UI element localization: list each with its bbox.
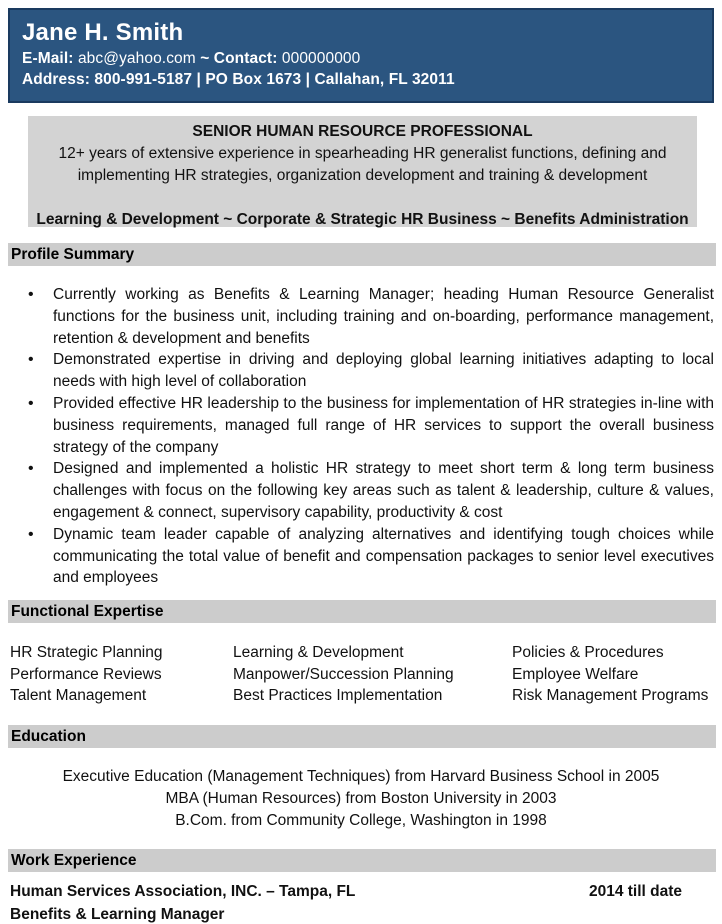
section-header-education: Education xyxy=(8,725,716,748)
bullet-item: • Demonstrated expertise in driving and deploying global learning initiatives adapting to local needs with high level of collaboration xyxy=(8,349,714,393)
bullet-item: • Designed and implemented a holistic HR strategy to meet short term & long term business challenges with focus on the following key areas such as talent & leadership, culture & values, engagement & connect, supervisory capability, productivity & cost xyxy=(8,458,714,523)
expertise-column-2 xyxy=(233,642,512,707)
education-item: MBA (Human Resources) from Boston University in 2003 xyxy=(165,790,557,807)
bullet-item: • Provided effective HR leadership to the business for implementation of HR strategies in-line with business requirements, managed full range of HR services to support the overall business strategy of the company xyxy=(8,393,714,458)
section-header-functional-expertise: Functional Expertise xyxy=(8,600,716,623)
expertise-item: Best Practices Implementation xyxy=(233,687,443,705)
job-title: Benefits & Learning Manager xyxy=(10,906,225,923)
expertise-item: Manpower/Succession Planning xyxy=(233,665,454,683)
candidate-name: Jane H. Smith xyxy=(22,19,184,46)
experience-summary: 12+ years of extensive experience in spearheading HR generalist functions, defining and implementing HR strategies, organization development and training & development xyxy=(58,145,667,184)
expertise-item: Risk Management Programs xyxy=(512,687,709,705)
expertise-column-3 xyxy=(512,642,714,707)
profile-summary-list xyxy=(8,284,714,589)
section-header-profile-summary: Profile Summary xyxy=(8,243,716,266)
bullet-item: • Currently working as Benefits & Learning Manager; heading Human Resource Generalist functions for the business unit, including training and on-boarding, performance management, retention & development and benefits xyxy=(8,284,714,349)
specialties-tagline: Learning & Development ~ Corporate & Strategic HR Business ~ Benefits Administration xyxy=(36,211,689,228)
education-list xyxy=(0,766,722,832)
intro-box xyxy=(28,116,697,227)
contact-value: 000000000 xyxy=(281,50,361,67)
contact-line xyxy=(22,48,700,69)
functional-expertise-grid xyxy=(10,642,714,707)
company-name: Human Services Association, INC. – Tampa, FL xyxy=(10,883,356,900)
separator-tilde: ~ xyxy=(200,50,210,67)
expertise-item: Employee Welfare xyxy=(512,665,639,683)
section-header-work-experience: Work Experience xyxy=(8,849,716,872)
education-item: Executive Education (Management Techniques) from Harvard Business School in 2005 xyxy=(62,768,660,785)
expertise-item: Performance Reviews xyxy=(10,665,162,683)
expertise-column-1 xyxy=(10,642,233,707)
email-value: abc@yahoo.com xyxy=(77,50,196,67)
education-item: B.Com. from Community College, Washington in 1998 xyxy=(175,812,547,829)
work-experience-entry xyxy=(10,881,714,903)
email-label: E-Mail: xyxy=(22,50,74,67)
address-line: Address: 800-991-5187 | PO Box 1673 | Callahan, FL 32011 xyxy=(22,71,455,88)
employment-dates: 2014 till date xyxy=(588,883,682,900)
contact-label: Contact: xyxy=(213,50,278,67)
expertise-item: Learning & Development xyxy=(233,644,404,661)
bullet-item: • Dynamic team leader capable of analyzing alternatives and identifying tough choices while communicating the total value of benefit and compensation packages to senior level executives and employees xyxy=(8,524,714,589)
expertise-item: Talent Management xyxy=(10,687,147,705)
header xyxy=(8,8,714,103)
professional-title: SENIOR HUMAN RESOURCE PROFESSIONAL xyxy=(192,123,533,140)
expertise-item: HR Strategic Planning xyxy=(10,644,163,661)
expertise-item: Policies & Procedures xyxy=(512,644,664,661)
